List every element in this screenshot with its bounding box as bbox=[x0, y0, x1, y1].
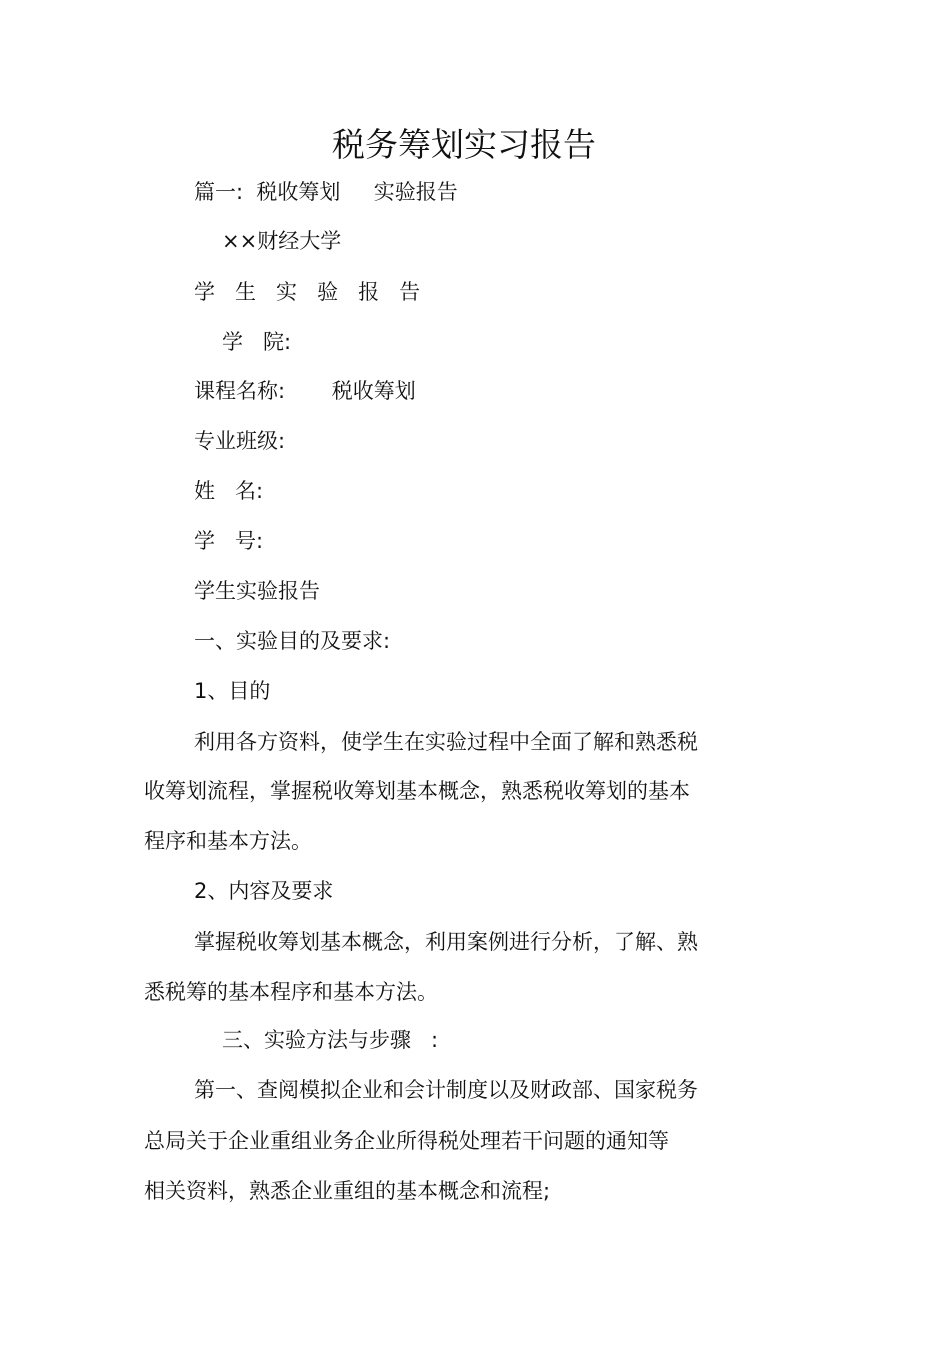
paragraph-line: 收筹划流程，掌握税收筹划基本概念，熟悉税收筹划的基本 bbox=[144, 779, 690, 803]
heading-content-requirements: 2、内容及要求 bbox=[194, 879, 334, 903]
paragraph-line: 第一、查阅模拟企业和会计制度以及财政部、国家税务 bbox=[194, 1078, 698, 1102]
heading-purpose-requirements: 一、实验目的及要求: bbox=[194, 629, 391, 653]
field-college: 学 院: bbox=[222, 330, 292, 354]
field-course-name: 课程名称: 税收筹划 bbox=[194, 379, 416, 403]
heading-methods-steps: 三、实验方法与步骤 : bbox=[222, 1028, 439, 1052]
paragraph-line: 总局关于企业重组业务企业所得税处理若干问题的通知等 bbox=[144, 1129, 669, 1153]
section-heading: 篇一: 税收筹划 实验报告 bbox=[194, 180, 458, 204]
field-student-id: 学 号: bbox=[194, 529, 264, 553]
subheading-report: 学生实验报告 bbox=[194, 579, 320, 603]
paragraph-line: 悉税筹的基本程序和基本方法。 bbox=[144, 980, 438, 1004]
paragraph-line: 利用各方资料，使学生在实验过程中全面了解和熟悉税 bbox=[194, 730, 698, 754]
paragraph-line: 程序和基本方法。 bbox=[144, 829, 312, 853]
field-class: 专业班级: bbox=[194, 429, 286, 453]
document-title: 税务筹划实习报告 bbox=[332, 125, 596, 164]
paragraph-line: 相关资料，熟悉企业重组的基本概念和流程; bbox=[144, 1179, 551, 1203]
university-name: ××财经大学 bbox=[222, 229, 342, 253]
heading-purpose: 1、目的 bbox=[194, 679, 271, 703]
report-heading: 学 生 实 验 报 告 bbox=[194, 280, 421, 304]
paragraph-line: 掌握税收筹划基本概念，利用案例进行分析，了解、熟 bbox=[194, 930, 698, 954]
field-name: 姓 名: bbox=[194, 479, 264, 503]
